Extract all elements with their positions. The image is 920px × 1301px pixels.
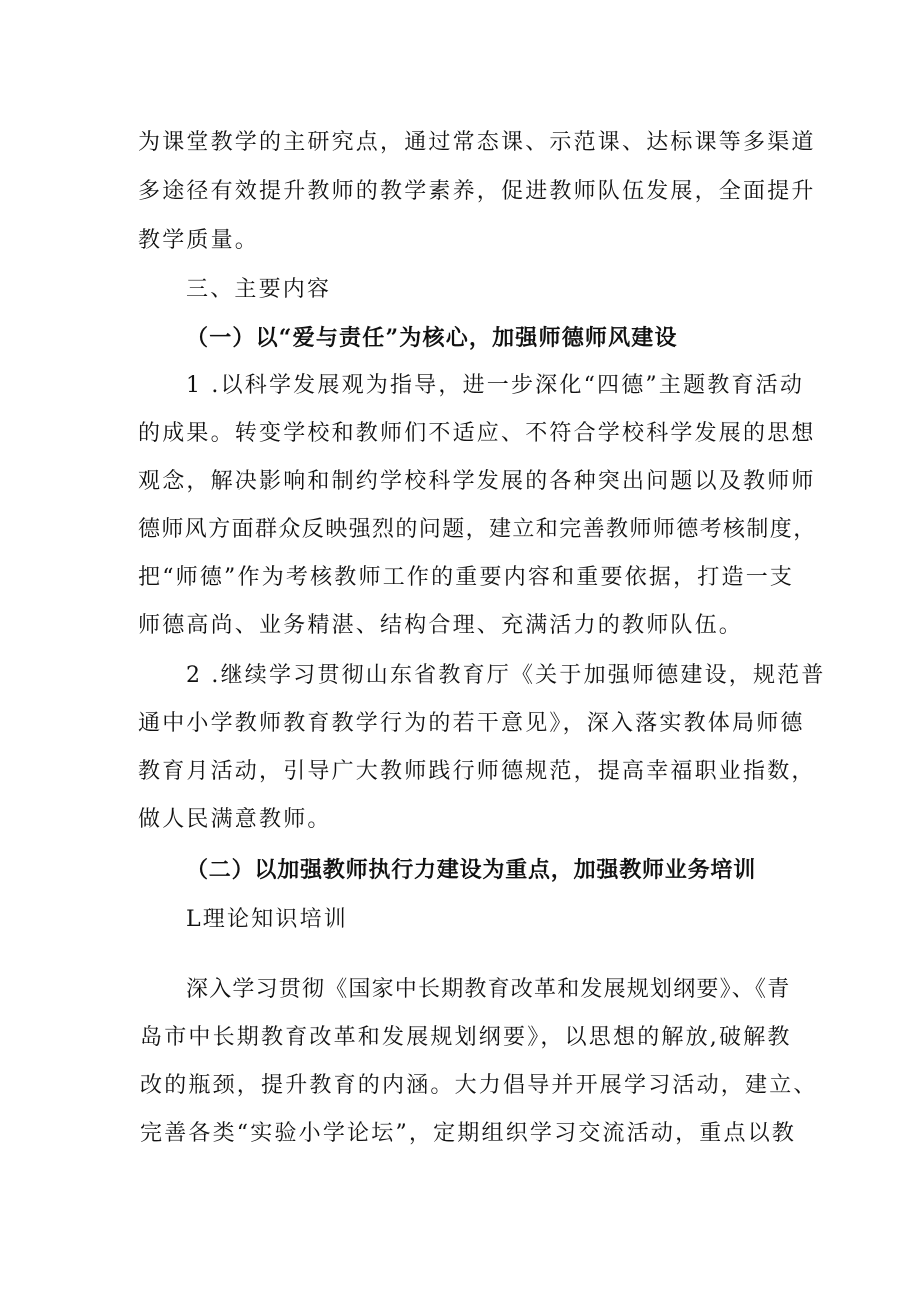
theory-line-2: 岛市中长期教育改革和发展规划纲要》，以思想的解放,破解教	[140, 1025, 792, 1050]
item2-line-3: 教育月活动，引导广大教师践行师德规范，提高幸福职业指数，	[138, 759, 816, 784]
item2-line-1: 2 .继续学习贯彻山东省教育厅《关于加强师德建设，规范普	[186, 663, 826, 688]
section-heading-main-content: 三、主要内容	[186, 277, 332, 302]
item1-line-2: 的成果。转变学校和教师们不适应、不符合学校科学发展的思想	[138, 421, 816, 446]
intro-line-2: 多途径有效提升教师的教学素养，促进教师队伍发展，全面提升	[138, 179, 816, 204]
intro-line-1: 为课堂教学的主研究点，通过常态课、示范课、达标课等多渠道	[138, 130, 816, 155]
item1-line-4: 德师风方面群众反映强烈的问题，建立和完善教师师德考核制度，	[138, 517, 817, 542]
item1-line-6: 师德高尚、业务精湛、结构合理、充满活力的教师队伍。	[138, 613, 744, 638]
subsection-heading-2: （二）以加强教师执行力建设为重点，加强教师业务培训	[186, 857, 757, 883]
item1-line-3: 观念，解决影响和制约学校科学发展的各种突出问题以及教师师	[138, 469, 816, 494]
theory-training-title: L理论知识培训	[186, 907, 349, 932]
intro-line-3: 教学质量。	[138, 228, 260, 253]
item1-line-5: 把“师德”作为考核教师工作的重要内容和重要依据，打造一支	[138, 565, 795, 590]
item2-line-4: 做人民满意教师。	[138, 807, 332, 832]
theory-line-1: 深入学习贯彻《国家中长期教育改革和发展规划纲要》、《青	[186, 977, 791, 1002]
subsection-heading-1: （一）以“爱与责任”为核心，加强师德师风建设	[186, 325, 678, 351]
item1-line-1: 1 .以科学发展观为指导，进一步深化“四德”主题教育活动	[186, 373, 805, 398]
theory-line-3: 改的瓶颈，提升教育的内涵。大力倡导并开展学习活动，建立、	[140, 1073, 818, 1098]
item2-line-2: 通中小学教师教育教学行为的若干意见》，深入落实教体局师德	[138, 711, 805, 736]
theory-line-4: 完善各类“实验小学论坛”，定期组织学习交流活动，重点以教	[140, 1121, 797, 1146]
